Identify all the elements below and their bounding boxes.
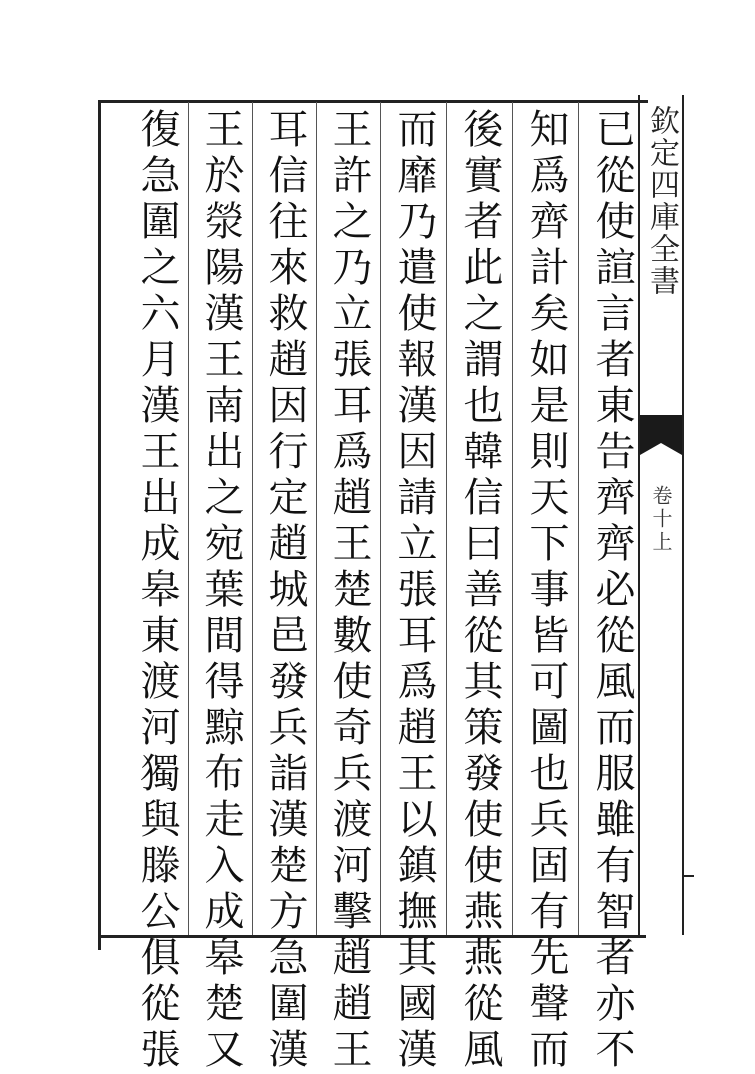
text-column-4: 而靡乃遣使報漢因請立張耳爲趙王以鎮撫其國漢 bbox=[391, 108, 437, 1074]
column-rule bbox=[578, 102, 579, 935]
frame-left-border bbox=[98, 100, 101, 950]
margin-book-title: 欽定四庫全書 bbox=[644, 105, 679, 297]
margin-line-left bbox=[638, 95, 640, 935]
column-rule bbox=[512, 102, 513, 935]
column-rule bbox=[252, 102, 253, 935]
text-column-7: 王於滎陽漢王南出之宛葉間得黥布走入成皋楚又 bbox=[198, 108, 244, 1074]
fishtail-mark-icon bbox=[640, 415, 682, 455]
block-heart-margin bbox=[638, 85, 688, 945]
margin-juan-label: 卷十上 bbox=[649, 485, 673, 554]
text-column-6: 耳信往來救趙因行定趙城邑發兵詣漢楚方急圍漢 bbox=[262, 108, 308, 1074]
column-rule bbox=[446, 102, 447, 935]
margin-tick bbox=[682, 875, 694, 877]
frame-top-border bbox=[98, 100, 648, 103]
column-rule bbox=[188, 102, 189, 935]
margin-line-right bbox=[682, 95, 684, 935]
text-column-8: 復急圍之六月漢王出成皋東渡河獨與滕公俱從張 bbox=[134, 108, 180, 1074]
text-column-1: 已從使諠言者東告齊齊必從風而服雖有智者亦不 bbox=[589, 108, 635, 1074]
text-column-5: 王許之乃立張耳爲趙王楚數使奇兵渡河擊趙趙王 bbox=[326, 108, 372, 1074]
text-column-2: 知爲齊計矣如是則天下事皆可圖也兵固有先聲而 bbox=[523, 108, 569, 1074]
column-rule bbox=[380, 102, 381, 935]
text-column-3: 後實者此之謂也韓信曰善從其策發使使燕燕從風 bbox=[457, 108, 503, 1074]
column-rule bbox=[316, 102, 317, 935]
